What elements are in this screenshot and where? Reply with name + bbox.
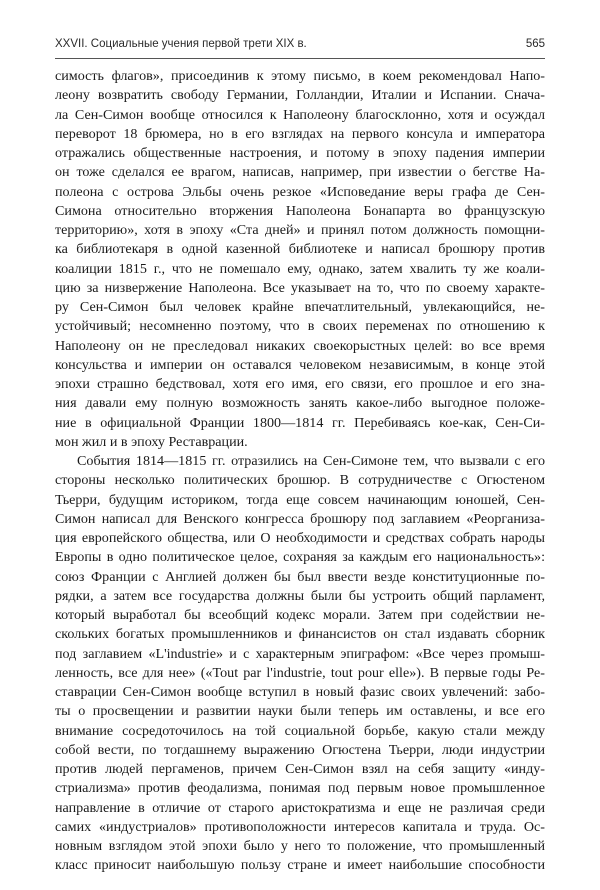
header-rule (55, 58, 545, 59)
text-line: ние в официальной Франции 1800—1814 гг. Перебиваясь кое-как, Сен-Си- (55, 414, 545, 431)
text-line: собой вести, по тогдашнему выражению Огюстена Тьерри, люди индустрии (55, 741, 545, 758)
text-line: ла Сен-Симон вообще относился к Наполеону благосклонно, хотя и осуждал (55, 106, 545, 123)
body-text (55, 67, 545, 876)
text-line: ния давали ему полную возможность занять какое-либо выгодное положе- (55, 395, 545, 412)
text-line: скольких богатых промышленников и финансистов он стал издавать сборник (55, 626, 545, 643)
text-line: полеона с острова Эльбы очень резкое «Исповедание веры графа де Сен- (55, 183, 545, 200)
text-line: Симон написал для Венского конгресса брошюру под заглавием «Реорганиза- (55, 510, 545, 527)
text-line: эпохи страшно бедствовал, хотя его имя, его связи, его прошлое и его зна- (55, 376, 545, 392)
text-line: рядки, а затем все государства должны были бы устроить общий парламент, (55, 587, 545, 604)
text-line: новным взглядом этой эпохи было у него то положение, что промышленный (55, 838, 545, 854)
chapter-title: XXVII. Социальные учения первой трети XIX в. (55, 38, 307, 50)
text-line: леону возвратить свободу Германии, Голландии, Италии и Испании. Снача- (55, 87, 545, 104)
text-line: территорию», хотя в эпоху «Ста дней» и принял потом должность помощни- (55, 222, 545, 238)
page-number: 565 (525, 38, 545, 50)
text-line: внимание сосредоточилось на той социальной борьбе, какую стали между (55, 722, 545, 739)
text-line: который выработал бы всеобщий кодекс морали. Затем при содействии не- (55, 607, 545, 623)
text-line: устойчивый; несомненно поэтому, что в своих переменах по отношению к (55, 318, 545, 335)
text-line: переворот 18 брюмера, но в его взглядах на первого консула и императора (55, 125, 545, 142)
text-line: класс приносит наибольшую пользу стране и имеет наибольшие способности (55, 857, 545, 874)
text-line: стороны несколько политических брошюр. В сотрудничестве с Огюстеном (55, 472, 545, 489)
text-line: ленность, все для нее» («Tout par l'industrie, tout pour elle»). В первые годы Ре- (55, 664, 545, 681)
text-line: Симона относительно вторжения Наполеона Бонапарта во французскую (55, 202, 545, 219)
text-line: коалиции 1815 г., что не помешало ему, однако, затем хвалить ту же коали- (55, 260, 545, 277)
text-line: под заглавием «L'industrie» и с характерным эпиграфом: «Все через промыш- (55, 645, 545, 662)
text-line: ка библиотекаря в одной казенной библиотеке и написал брошюру против (55, 241, 545, 258)
text-line: цию за низвержение Наполеона. Все указывает на то, что по своему характе- (55, 279, 545, 296)
running-header (55, 38, 545, 56)
text-line: Наполеону он не преследовал никаких своекорыстных целей: во все время (55, 337, 545, 354)
text-line: ция европейского общества, или О необходимости и средствах собрать народы (55, 530, 545, 546)
book-page (55, 38, 545, 876)
text-line: отражались общественные настроения, и потому в эпоху падения империи (55, 145, 545, 161)
paragraph (55, 452, 545, 876)
text-line: союз Франции с Англией должен бы был ввести везде конституционные по- (55, 568, 545, 585)
text-line: Европы в одно политическое целое, сохраняя за каждым его национальность»: (55, 549, 545, 566)
text-line: мон жил и в эпоху Реставрации. (55, 433, 248, 450)
text-line: стриализма» против феодализма, понимая под первым новое промышленное (55, 780, 545, 797)
text-line: ру Сен-Симон был человек крайне впечатлительный, увлекающийся, не- (55, 299, 545, 315)
text-line: симость флагов», присоединив к этому письмо, в коем рекомендовал Напо- (55, 68, 545, 84)
text-line: против людей пергаменов, причем Сен-Симон взял на себя защиту «инду- (55, 761, 545, 777)
text-line: он тоже сделался ее врагом, написав, например, при известии о бегстве На- (55, 164, 545, 181)
paragraph (55, 67, 545, 452)
text-line: ставрации Сен-Симон вообще вступил в новый фазис своих увлечений: забо- (55, 684, 545, 700)
text-line: События 1814—1815 гг. отразились на Сен-Симоне тем, что вызвали с его (77, 453, 545, 469)
text-line: Тьерри, будущим историком, тогда еще совсем начинающим юношей, Сен- (55, 491, 545, 508)
text-line: ты о просвещении и развитии науки были теперь им оставлены, и все его (55, 703, 545, 720)
text-line: направление в отличие от старого аристократизма и еще не различая среди (55, 799, 545, 816)
text-line: консульства и империи он оставался человеком независимым, в конце этой (55, 356, 545, 373)
text-line: самих «индустриалов» противоположности интересов капитала и труда. Ос- (55, 818, 545, 835)
